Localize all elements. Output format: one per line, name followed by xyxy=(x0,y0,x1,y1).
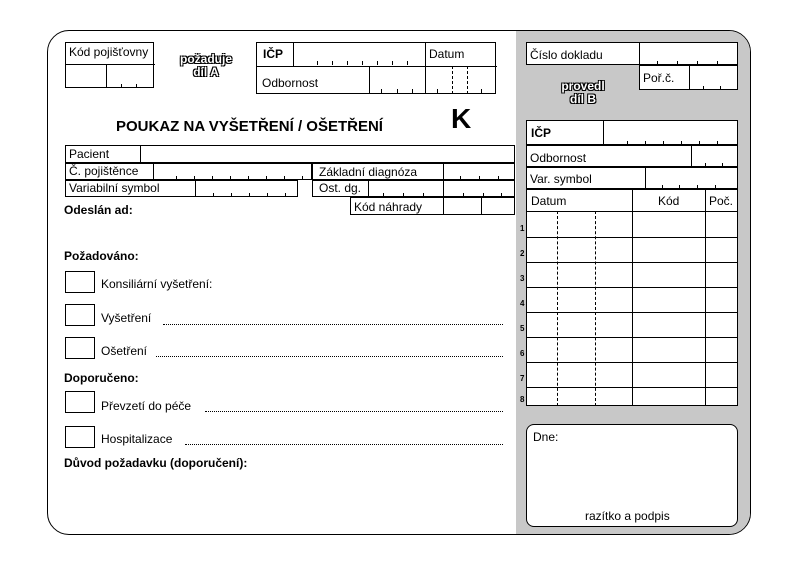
recommended-heading: Doporučeno: xyxy=(64,371,139,385)
row-number: 2 xyxy=(520,249,525,258)
services-code-header: Kód xyxy=(658,194,680,208)
icp-label: IČP xyxy=(263,47,284,61)
variable-symbol-label: Variabilní symbol xyxy=(69,181,160,195)
hospitalization-label: Hospitalizace xyxy=(101,432,173,446)
takeover-line[interactable] xyxy=(205,410,503,412)
examination-line[interactable] xyxy=(163,323,503,325)
dil-a-text: díl A xyxy=(193,65,219,79)
treatment-checkbox[interactable] xyxy=(65,337,95,359)
odbornost-label: Odbornost xyxy=(262,76,319,90)
order-number-label: Poř.č. xyxy=(643,71,675,85)
treatment-label: Ošetření xyxy=(101,344,148,358)
takeover-label: Převzetí do péče xyxy=(101,399,192,413)
right-odbornost-label: Odbornost xyxy=(530,151,587,165)
services-date-header: Datum xyxy=(531,194,567,208)
services-count-header: Poč. xyxy=(709,194,734,208)
dil-b-text: díl B xyxy=(570,92,596,106)
right-var-symbol-label: Var. symbol xyxy=(530,172,592,186)
insurance-number-label: Č. pojištěnce xyxy=(69,164,139,178)
takeover-checkbox[interactable] xyxy=(65,391,95,413)
consult-label: Konsiliární vyšetření: xyxy=(101,277,213,291)
examination-checkbox[interactable] xyxy=(65,304,95,326)
hospitalization-checkbox[interactable] xyxy=(65,426,95,448)
document-number-label: Číslo dokladu xyxy=(530,48,603,62)
consult-checkbox[interactable] xyxy=(65,271,95,293)
row-number: 8 xyxy=(520,395,525,404)
other-diagnosis-label: Ost. dg. xyxy=(319,181,362,195)
insurance-code-label: Kód pojišťovny xyxy=(69,45,149,59)
requests-part-a-label xyxy=(176,53,236,79)
hospitalization-line[interactable] xyxy=(185,443,503,445)
patient-label: Pacient xyxy=(69,147,110,161)
datum-label: Datum xyxy=(429,47,465,61)
examination-label: Vyšetření xyxy=(101,311,152,325)
performed-part-b-label xyxy=(553,80,613,106)
sent-ad-label: Odeslán ad: xyxy=(64,203,133,217)
pozaduje-text: požaduje xyxy=(179,52,232,66)
main-diagnosis-label: Základní diagnóza xyxy=(319,165,418,179)
form-title: POUKAZ NA VYŠETŘENÍ / OŠETŘENÍ xyxy=(116,118,383,135)
row-number: 4 xyxy=(520,299,525,308)
right-icp-label: IČP xyxy=(531,126,552,140)
form-type-letter: K xyxy=(451,103,472,134)
patient-field[interactable] xyxy=(65,145,515,163)
reason-heading: Důvod požadavku (doporučení): xyxy=(64,456,248,470)
row-number: 6 xyxy=(520,349,525,358)
services-table xyxy=(526,189,738,406)
provedl-text: provedl xyxy=(561,79,605,93)
row-number: 3 xyxy=(520,274,525,283)
date-label: Dne: xyxy=(533,430,559,444)
referral-form-card xyxy=(47,30,751,535)
row-number: 5 xyxy=(520,324,525,333)
treatment-line[interactable] xyxy=(156,355,503,357)
row-number: 1 xyxy=(520,224,525,233)
stamp-signature-label: razítko a podpis xyxy=(585,509,670,523)
requested-heading: Požadováno: xyxy=(64,249,139,263)
row-number: 7 xyxy=(520,374,525,383)
right-icp-field[interactable] xyxy=(526,120,738,145)
compensation-code-label: Kód náhrady xyxy=(354,200,423,214)
